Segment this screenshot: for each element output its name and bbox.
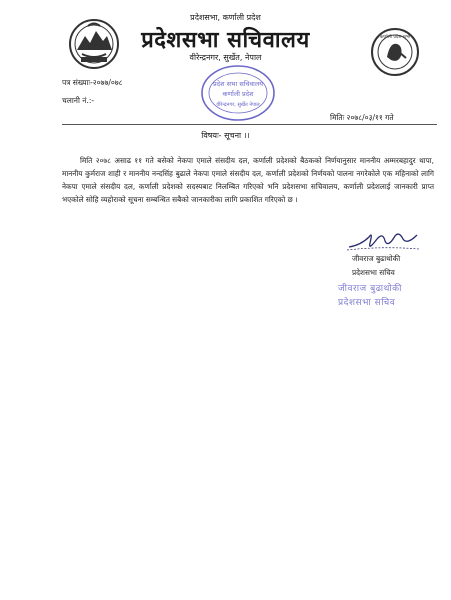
signatory-title: प्रदेशसभा सचिव xyxy=(352,268,395,277)
right-logo-caption: कर्णाली प्रदेश सभा xyxy=(379,35,411,40)
address-line: वीरेन्द्रनगर, सुर्खेत, नेपाल xyxy=(189,53,262,62)
dispatch-number: चलानी नं.:- xyxy=(62,96,95,105)
signatory-name: जीवराज बुढाथोकी xyxy=(352,254,401,263)
subject-line: विषयः- सूचना ।। xyxy=(201,131,250,140)
stamp-line-3: वीरेन्द्रनगर, सुर्खेत नेपाल xyxy=(216,102,260,108)
header-divider xyxy=(62,124,437,125)
handwritten-signature xyxy=(343,227,423,253)
karnali-assembly-logo-icon xyxy=(370,27,420,77)
stamp-line-2: कर्णाली प्रदेश xyxy=(222,90,254,98)
name-stamp-name: जीवराज बुढाथोकी xyxy=(338,284,402,294)
office-stamp xyxy=(192,62,284,124)
org-title: प्रदेशसभा सचिवालय xyxy=(141,28,310,53)
reference-number: पत्र संख्याः-२०७७/०७८ xyxy=(62,78,123,87)
letter-date: मितिः २०७८/०३/११ गते xyxy=(330,113,394,122)
stamp-line-1: प्रदेश सभा सचिवालय xyxy=(212,80,264,88)
notice-body: मिति २०७८ असाढ ११ गते बसेको नेकपा एमाले संसदीय दल, कर्णाली प्रदेशको बैठकको निर्णयानुसार माननीय अम्मरबहादुर थापा, माननीय कुर्मराज शाही र माननीय नन्दसिंह बुढाले नेकपा एमाले संसदीय दल, कर्णाली प्रदेशको निर्णयको पालना नगरेकोले एक महिनाको लागि नेकपा एमाले संसदीय दल, कर्णाली प्रदेशको सदस्यबाट निलम्बित गरिएको भनि प्रदेशसभा सचिवालय, कर्णाली प्रदेशलाई जानकारी प्राप्त भएकोले सोहि व्यहोराको सूचना सम्बन्धित सबैको जानकारीका लागि प्रकाशित गरिएको छ । xyxy=(62,156,434,204)
org-top-line: प्रदेशसभा, कर्णाली प्रदेश xyxy=(190,13,261,22)
nepal-emblem-icon xyxy=(68,18,120,70)
name-stamp-title: प्रदेशसभा सचिव xyxy=(338,298,396,308)
